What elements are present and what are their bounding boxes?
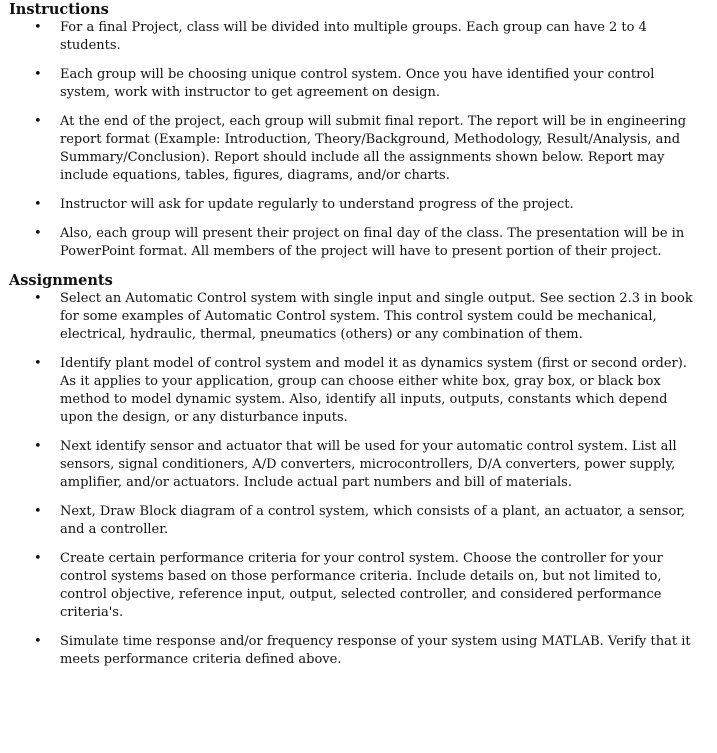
bullet-icon: •	[34, 634, 42, 649]
list-item	[9, 225, 703, 261]
list-item-text: Create certain performance criteria for your control system. Choose the controller for your control systems based on those performance criteria. Include details on, but not limited to, control objective, reference input, output, selected controller, and considered performance criteria's.	[60, 551, 663, 620]
bullet-icon: •	[34, 291, 42, 306]
list-item-text: Next, Draw Block diagram of a control system, which consists of a plant, an actuator, a sensor, and a controller.	[60, 504, 686, 537]
list-item	[9, 19, 703, 55]
instructions-heading: Instructions	[9, 1, 109, 18]
list-item	[9, 503, 703, 539]
bullet-icon: •	[34, 356, 42, 371]
list-item-text: For a final Project, class will be divided into multiple groups. Each group can have 2 to 4 students.	[60, 20, 647, 53]
list-item	[9, 633, 703, 669]
list-item	[9, 550, 703, 622]
list-item-text: Select an Automatic Control system with single input and single output. See section 2.3 in book for some examples of Automatic Control system. This control system could be mechanical, electrical, hydraulic, thermal, pneumatics (others) or any combination of them.	[60, 291, 693, 342]
instructions-list	[9, 19, 703, 261]
list-item-text: Each group will be choosing unique control system. Once you have identified your control system, work with instructor to get agreement on design.	[60, 67, 655, 100]
list-item	[9, 355, 703, 427]
list-item	[9, 438, 703, 492]
bullet-icon: •	[34, 226, 42, 241]
bullet-icon: •	[34, 504, 42, 519]
list-item	[9, 66, 703, 102]
bullet-icon: •	[34, 114, 42, 129]
list-item-text: At the end of the project, each group will submit final report. The report will be in engineering report format (Example: Introduction, Theory/Background, Methodology, Result/Analysis, and Summary/Conclusion). Report should include all the assignments shown below. Report may include equations, tables, figures, diagrams, and/or charts.	[60, 114, 687, 183]
list-item	[9, 113, 703, 185]
list-item	[9, 196, 703, 214]
bullet-icon: •	[34, 197, 42, 212]
list-item-text: Next identify sensor and actuator that will be used for your automatic control system. List all sensors, signal conditioners, A/D converters, microcontrollers, D/A converters, power supply, amplifier, and/or actuators. Include actual part numbers and bill of materials.	[60, 439, 677, 490]
bullet-icon: •	[34, 439, 42, 454]
list-item	[9, 290, 703, 344]
list-item-text: Simulate time response and/or frequency response of your system using MATLAB. Verify that it meets performance criteria defined above.	[60, 634, 691, 667]
list-item-text: Identify plant model of control system and model it as dynamics system (first or second order). As it applies to your application, group can choose either white box, gray box, or black box method to model dynamic system. Also, identify all inputs, outputs, constants which depend upon the design, or any disturbance inputs.	[60, 356, 687, 425]
list-item-text: Instructor will ask for update regularly to understand progress of the project.	[60, 197, 574, 212]
list-item-text: Also, each group will present their project on final day of the class. The presentation will be in PowerPoint format. All members of the project will have to present portion of their project.	[60, 226, 685, 259]
assignments-heading: Assignments	[9, 272, 113, 289]
bullet-icon: •	[34, 20, 42, 35]
bullet-icon: •	[34, 67, 42, 82]
bullet-icon: •	[34, 551, 42, 566]
assignments-list	[9, 290, 703, 669]
